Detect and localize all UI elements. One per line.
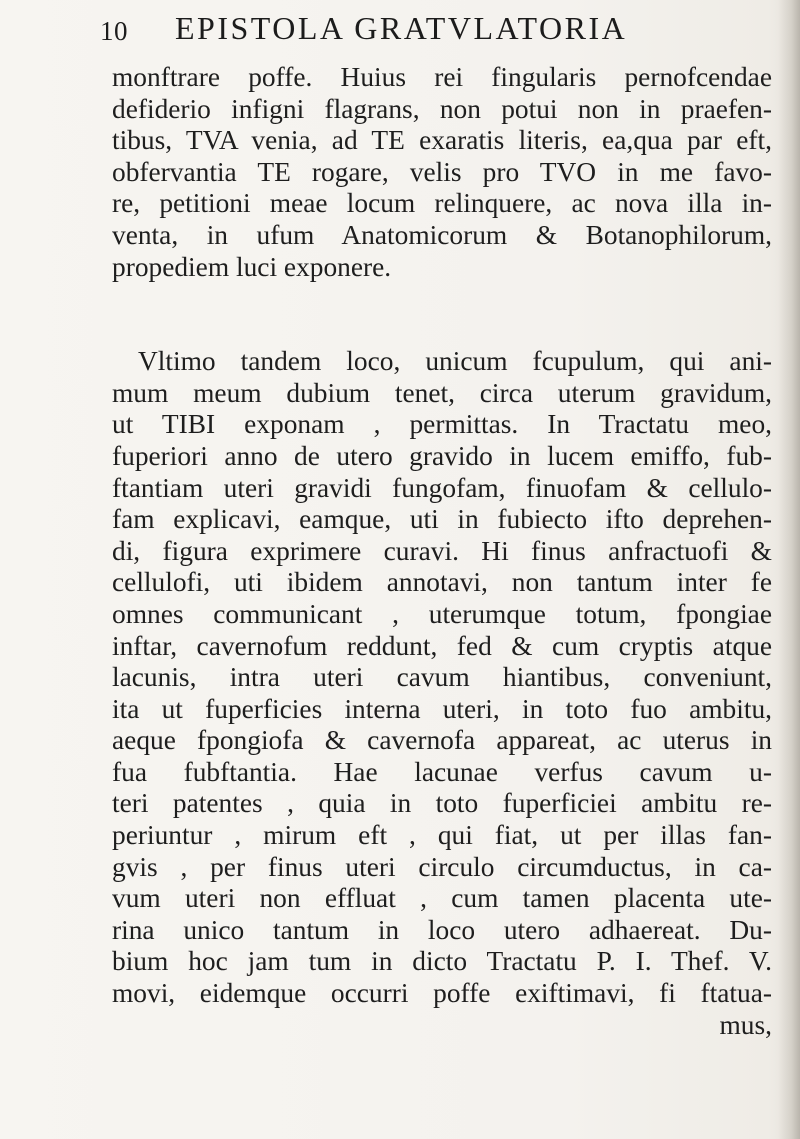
text-line: inftar, cavernofum reddunt, fed & cum cryptis atque: [112, 630, 772, 661]
paragraph-2: [112, 346, 772, 1041]
text-line: Vltimo tandem loco, unicum fcupulum, qui ani-: [138, 346, 772, 377]
paragraph-1: [112, 62, 772, 283]
text-line: venta, in ufum Anatomicorum & Botanophilorum,: [112, 219, 772, 250]
text-line: defiderio infigni flagrans, non potui non in praefen-: [112, 93, 772, 124]
text-line: di, figura exprimere curavi. Hi finus anfractuofi &: [112, 535, 772, 566]
text-line: teri patentes , quia in toto fuperficiei ambitu re-: [112, 788, 772, 819]
text-line: tibus, TVA venia, ad TE exaratis literis, ea,qua par eft,: [112, 125, 772, 156]
text-line: fam explicavi, eamque, uti in fubiecto ifto deprehen-: [112, 504, 772, 535]
text-line: rina unico tantum in loco utero adhaereat. Du-: [112, 914, 772, 945]
catchword: mus,: [719, 1009, 772, 1040]
text-line: bium hoc jam tum in dicto Tractatu P. I. Thef. V.: [112, 946, 772, 977]
text-line: vum uteri non effluat , cum tamen placenta ute-: [112, 883, 772, 914]
text-line: propediem luci exponere.: [112, 251, 392, 282]
text-line: fua fubftantia. Hae lacunae verfus cavum u-: [112, 756, 772, 787]
text-line: aeque fpongiofa & cavernofa appareat, ac uterus in: [112, 725, 772, 756]
body-text: [112, 62, 772, 1041]
page-edge-shadow: [778, 0, 800, 1139]
page-number: 10: [100, 16, 128, 46]
paragraph-spacer: [112, 283, 772, 346]
running-head: EPISTOLA GRATVLATORIA: [175, 10, 628, 46]
text-line: ftantiam uteri gravidi fungofam, finuofam & cellulo-: [112, 472, 772, 503]
text-line: omnes communicant , uterumque totum, fpongiae: [112, 598, 772, 629]
text-line: periuntur , mirum eft , qui fiat, ut per illas fan-: [112, 820, 772, 851]
text-line: obfervantia TE rogare, velis pro TVO in me favo-: [112, 156, 772, 187]
text-line: cellulofi, uti ibidem annotavi, non tantum inter fe: [112, 567, 772, 598]
text-line: movi, eidemque occurri poffe exiftimavi, fi ftatua-: [112, 978, 772, 1009]
text-line: mum meum dubium tenet, circa uterum gravidum,: [112, 377, 772, 408]
text-line: fuperiori anno de utero gravido in lucem emiffo, fub-: [112, 440, 772, 471]
text-line: re, petitioni meae locum relinquere, ac nova illa in-: [112, 188, 772, 219]
text-line: lacunis, intra uteri cavum hiantibus, conveniunt,: [112, 662, 772, 693]
text-line: ut TIBI exponam , permittas. In Tractatu meo,: [112, 409, 772, 440]
page-header: [0, 0, 800, 60]
text-line: monftrare poffe. Huius rei fingularis pernofcendae: [112, 62, 772, 92]
text-line: ita ut fuperficies interna uteri, in toto fuo ambitu,: [112, 693, 772, 724]
text-line: gvis , per finus uteri circulo circumductus, in ca-: [112, 851, 772, 882]
